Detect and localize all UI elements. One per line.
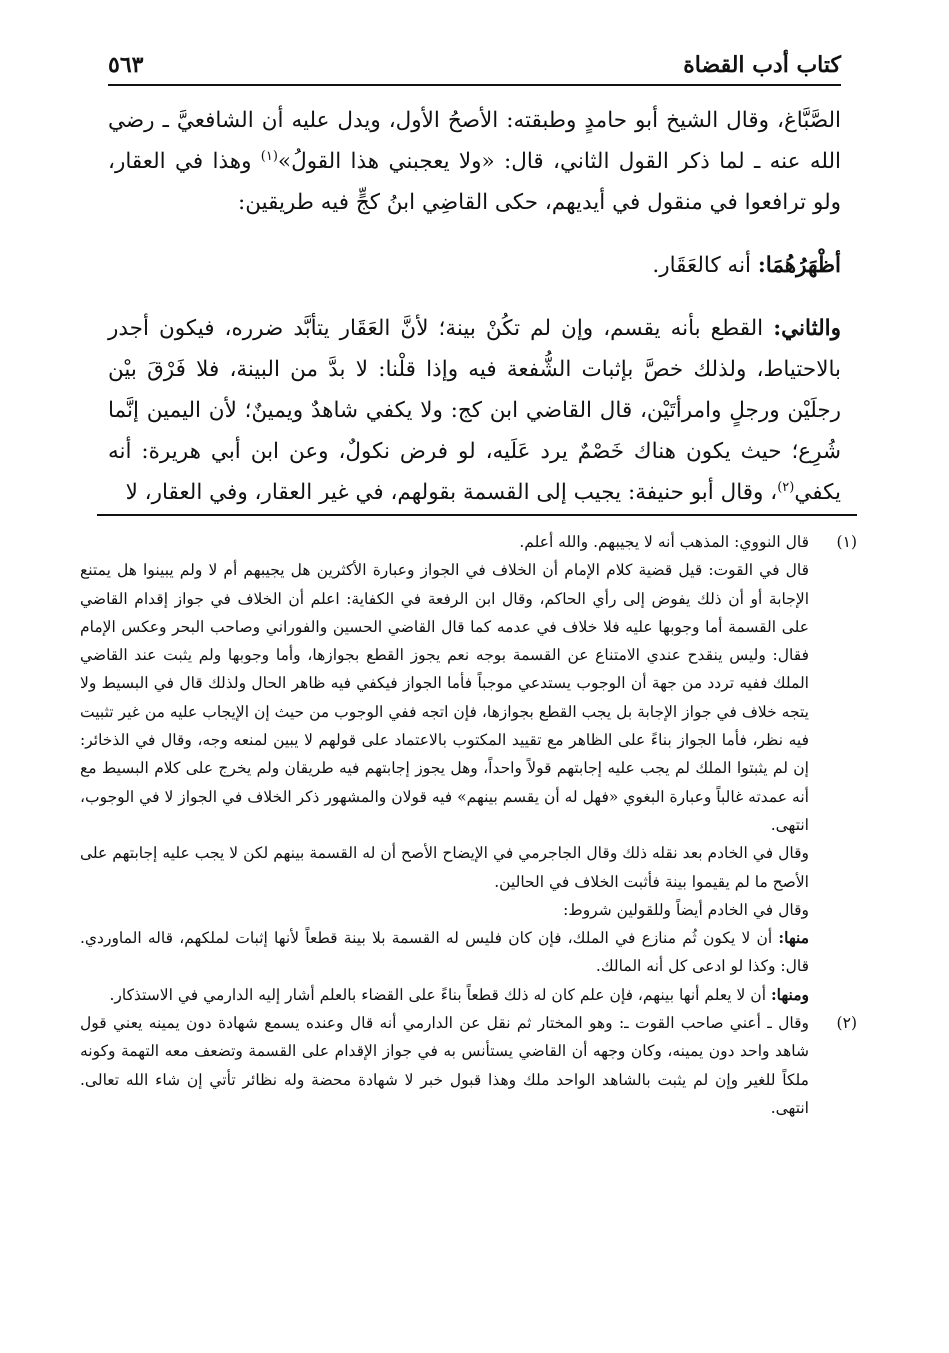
footnotes (80, 528, 857, 1122)
footnote-1 (80, 528, 857, 1009)
footnote-paragraph: قال في القوت: قيل قضية كلام الإمام أن الخلاف في الجواز وعبارة الأكثرين هل يجيبهم أم لا ولم يبينوا هل يمتنع الإجابة أو أن ذلك يفوض إلى رأي الحاكم، وقال ابن الرفعة في الكفاية: اعلم أن الخلاف في جواز إقدام القاضي على القسمة أما وجوبها عليه فلا خلاف في عدمه كما قال القاضي الحسين والفوراني وصاحب البحر وعكس الإمام فقال: وليس ينقدح عندي الامتناع عن القسمة بوجه نعم يجوز القطع بجوازها، وأما وجوبها ولم يثبت عند القاضي الملك ففيه تردد من جهة أن الوجوب يستدعي موجباً فأما الجواز فيكفي فيه ظاهر الحال ولذلك قال في البسيط ولا يتجه خلاف في جواز الإجابة بل يجب القطع بجوازها، فإن اتجه ففي الوجوب من حيث إن الإيجاب عليه من غير تثبيت فيه نظر، فأما الجواز بناءً على الظاهر مع تقييد المكتوب بالاعتماد على قولهم لا يبين لمنعه وجه، وقال في الذخائر: إن لم يثبتوا الملك لم يجب عليه إجابتهم قولاً واحداً، وهل يجوز إجابتهم فيه طريقان ولم يخرج على كلام البسيط مع أنه عمدته غالباً وعبارة البغوي «فهل له أن يقسم بينهم» فيه قولان والمشهور ذكر الخلاف في الجواز لا في الوجوب، انتهى. (80, 561, 809, 834)
footnote-number: (١) (836, 533, 857, 551)
footnote-paragraph: وقال ـ أعني صاحب القوت ـ: وهو المختار ثم نقل عن الدارمي أنه قال وعنده يسمع شهادة دون يمينه يعني قول شاهد واحد دون يمينه، وكان وجهه أن القاضي يستأنس به في جواز الإقدام على القسمة وتضعف معه التهمة وكونه ملكاً للغير وإن لم يثبت بالشاهد الواحد ملك وهذا قبول خبر لا شهادة محضة وله نظائر تأتي إن شاء الله تعالى. انتهى. (80, 1014, 809, 1117)
main-text (108, 100, 841, 513)
condition-label: ومنها: (770, 984, 809, 1004)
footnote-ref-2[interactable]: (٢) (777, 479, 795, 495)
footnote-paragraph: وقال في الخادم بعد نقله ذلك وقال الجاجرمي في الإيضاح الأصح أن له القسمة بينهم لكن لا يجب عليه إجابتهم على الأصح ما لم يقيموا بينة فأثبت الخلاف في الحالين. (80, 844, 809, 891)
paragraph-3-label: والثاني: (773, 316, 841, 341)
paragraph-3: والثاني: القطع بأنه يقسم، وإن لم تكُنْ بينة؛ لأنَّ العَقَار يتأبَّد ضرره، فيكون أجدر بالاحتياط، ولذلك خصَّ بإثبات الشُّفعة فيه وإذا قلْنا: لا بدَّ من البينة، فلا فَرْقَ بيْن رجلَيْن ورجلٍ وامرأتَيْن، قال القاضي ابن كج: ولا يكفي شاهدٌ ويمينٌ؛ لأن اليمين إنَّما شُرِع؛ حيث يكون هناك خَصْمٌ يرد عَلَيه، لو فرض نكولٌ، وعن ابن أبي هريرة: أنه يكفي$^{(٢)}$، وقال أبو حنيفة: يجيب إلى القسمة بقولهم، في غير العقار، وفي العقار، لا (108, 316, 841, 505)
paragraph-2-label: أظْهَرُهُمَا: (757, 253, 841, 278)
footnote-ref-1[interactable]: (١) (260, 148, 278, 164)
running-title: كتاب أدب القضاة (683, 52, 841, 78)
footnote-paragraph: وقال في الخادم أيضاً وللقولين شروط: (563, 900, 809, 919)
footnote-number: (٢) (836, 1014, 857, 1033)
footnote-paragraph: ومنها: أن لا يعلم أنها بينهم، فإن علم كان له ذلك قطعاً بناءً على القضاء بالعلم أشار إليه الدارمي في الاستذكار. (109, 984, 809, 1004)
condition-label: منها: (778, 928, 809, 948)
paragraph-1: الصَّبَّاغ، وقال الشيخ أبو حامدٍ وطبقته: الأصحُ الأول، ويدل عليه أن الشافعيَّ ـ رضي الله عنه ـ لما ذكر القول الثاني، قال: «ولا يعجبني هذا القولُ»$^{(١)}$ وهذا في العقار، ولو ترافعوا في منقول في أيديهم، حكى القاضِي ابنُ كجٍّ فيه طريقين: (108, 108, 841, 215)
paragraph-2: أظْهَرُهُمَا: أنه كالعَقَار. (652, 253, 841, 278)
footnote-separator (97, 514, 857, 516)
page-number: ٥٦٣ (108, 52, 144, 78)
footnote-paragraph: قال النووي: المذهب أنه لا يجيبهم. والله أعلم. (519, 533, 809, 551)
footnote-2 (80, 1009, 857, 1122)
page-header (108, 40, 841, 86)
footnote-paragraph: منها: أن لا يكون ثُم منازع في الملك، فإن كان فليس له القسمة بلا بينة قطعاً لأنها إثبات لملكهم، قاله الماوردي. قال: وكذا لو ادعى كل أنه المالك. (80, 928, 809, 976)
